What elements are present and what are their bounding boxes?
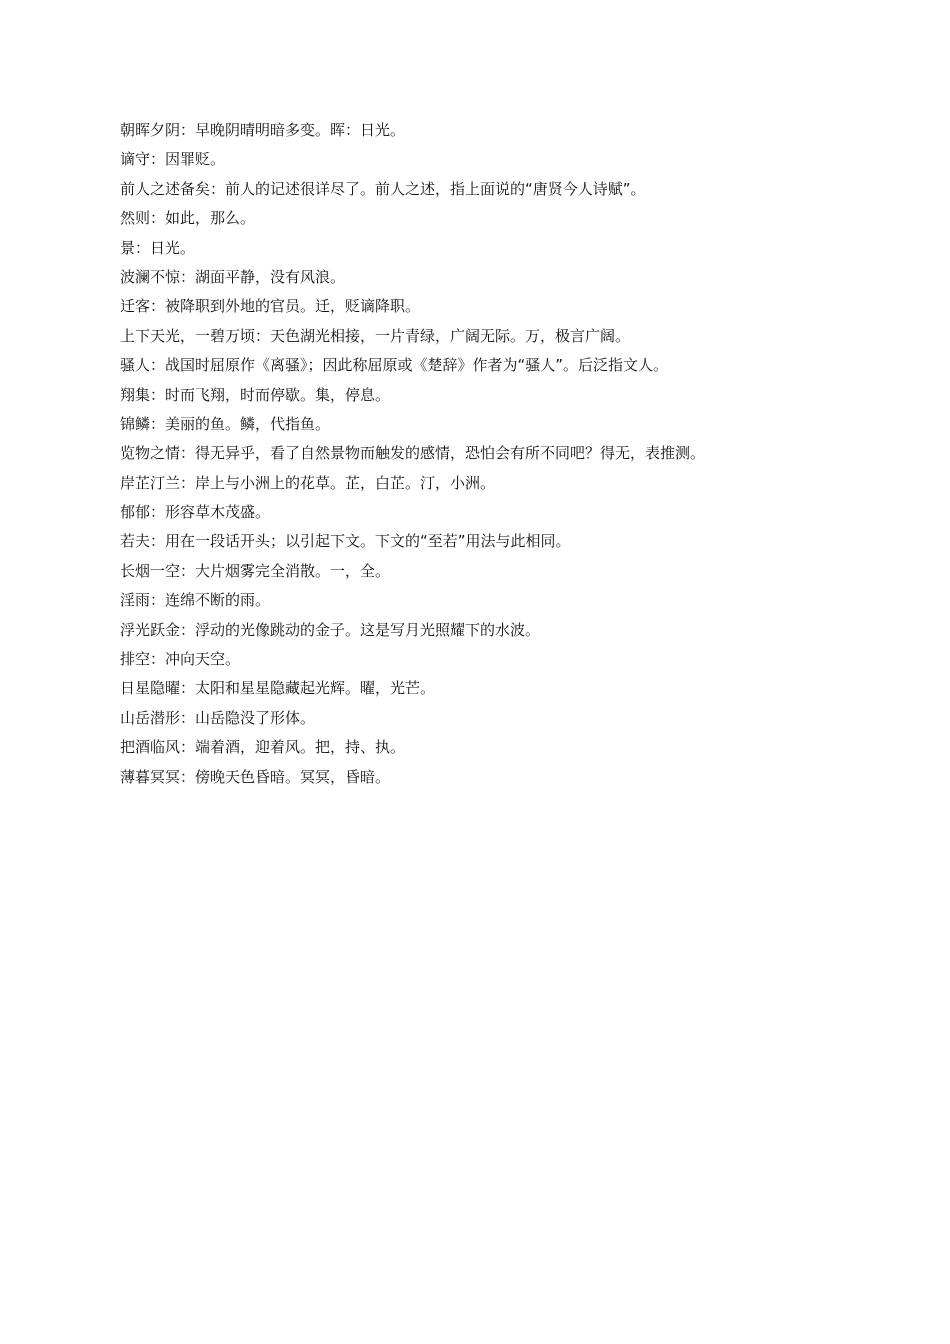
glossary-entry	[120, 234, 910, 263]
glossary-list	[120, 116, 910, 792]
entry-definition: 得无异乎，看了自然景物而触发的感情，恐怕会有所不同吧？得无，表推测。	[195, 444, 706, 463]
entry-definition: 美丽的鱼。鳞，代指鱼。	[165, 414, 331, 433]
entry-term: 长烟一空：	[120, 561, 196, 580]
entry-term: 浮光跃金：	[120, 620, 196, 639]
entry-definition: 被降职到外地的官员。迁，贬谪降职。	[165, 297, 421, 316]
entry-definition: 日光。	[150, 238, 196, 257]
glossary-entry	[120, 410, 910, 439]
entry-definition: 太阳和星星隐藏起光辉。曜，光芒。	[195, 679, 436, 698]
entry-definition: 连绵不断的雨。	[165, 591, 271, 610]
glossary-entry	[120, 469, 910, 498]
entry-definition: 形容草木茂盛。	[165, 503, 271, 522]
glossary-entry	[120, 204, 910, 233]
entry-term: 岸芷汀兰：	[120, 473, 196, 492]
entry-term: 郁郁：	[120, 503, 166, 522]
entry-definition: 大片烟雾完全消散。一，全。	[195, 561, 391, 580]
entry-term: 若夫：	[120, 532, 166, 551]
entry-term: 波澜不惊：	[120, 267, 196, 286]
entry-definition: 天色湖光相接，一片青绿，广阔无际。万，极言广阔。	[270, 326, 631, 345]
entry-term: 迁客：	[120, 297, 166, 316]
entry-term: 排空：	[120, 650, 166, 669]
glossary-entry	[120, 116, 910, 145]
entry-term: 锦鳞：	[120, 414, 166, 433]
glossary-entry	[120, 674, 910, 703]
glossary-entry	[120, 527, 910, 556]
entry-definition: 因罪贬。	[165, 150, 226, 169]
entry-definition: 傍晚天色昏暗。冥冥，昏暗。	[195, 767, 391, 786]
glossary-entry	[120, 498, 910, 527]
entry-definition: 岸上与小洲上的花草。芷，白芷。汀，小洲。	[195, 473, 496, 492]
entry-definition: 用在一段话开头；以引起下文。下文的“至若”用法与此相同。	[165, 532, 571, 551]
entry-definition: 时而飞翔，时而停歇。集，停息。	[165, 385, 391, 404]
entry-definition: 冲向天空。	[165, 650, 241, 669]
glossary-entry	[120, 322, 910, 351]
entry-definition: 山岳隐没了形体。	[195, 708, 316, 727]
entry-term: 薄暮冥冥：	[120, 767, 196, 786]
entry-definition: 湖面平静，没有风浪。	[195, 267, 346, 286]
glossary-entry	[120, 145, 910, 174]
glossary-entry	[120, 586, 910, 615]
entry-term: 景：	[120, 238, 151, 257]
glossary-entry	[120, 351, 910, 380]
entry-definition: 早晚阴晴明暗多变。晖：日光。	[195, 121, 406, 139]
entry-definition: 如此，那么。	[165, 209, 256, 228]
glossary-entry	[120, 175, 910, 204]
entry-term: 翔集：	[120, 385, 166, 404]
glossary-entry	[120, 381, 910, 410]
entry-term: 览物之情：	[120, 444, 196, 463]
entry-definition: 浮动的光像跳动的金子。这是写月光照耀下的水波。	[195, 620, 541, 639]
glossary-entry	[120, 616, 910, 645]
entry-definition: 端着酒，迎着风。把，持、执。	[195, 738, 406, 757]
glossary-entry	[120, 733, 910, 762]
glossary-entry	[120, 645, 910, 674]
entry-term: 朝晖夕阴：	[120, 121, 196, 139]
glossary-entry	[120, 763, 910, 792]
entry-term: 把酒临风：	[120, 738, 196, 757]
entry-term: 淫雨：	[120, 591, 166, 610]
entry-definition: 前人的记述很详尽了。前人之述，指上面说的“唐贤今人诗赋”。	[225, 179, 646, 198]
entry-term: 谪守：	[120, 150, 166, 169]
glossary-entry	[120, 292, 910, 321]
entry-term: 前人之述备矣：	[120, 179, 226, 198]
glossary-entry	[120, 704, 910, 733]
entry-term: 日星隐曜：	[120, 679, 196, 698]
entry-term: 山岳潜形：	[120, 708, 196, 727]
entry-term: 骚人：	[120, 356, 166, 375]
glossary-entry	[120, 263, 910, 292]
glossary-entry	[120, 439, 910, 468]
entry-definition: 战国时屈原作《离骚》；因此称屈原或《楚辞》作者为“骚人”。后泛指文人。	[165, 356, 669, 375]
entry-term: 上下天光，一碧万顷：	[120, 326, 271, 345]
glossary-entry	[120, 557, 910, 586]
entry-term: 然则：	[120, 209, 166, 228]
